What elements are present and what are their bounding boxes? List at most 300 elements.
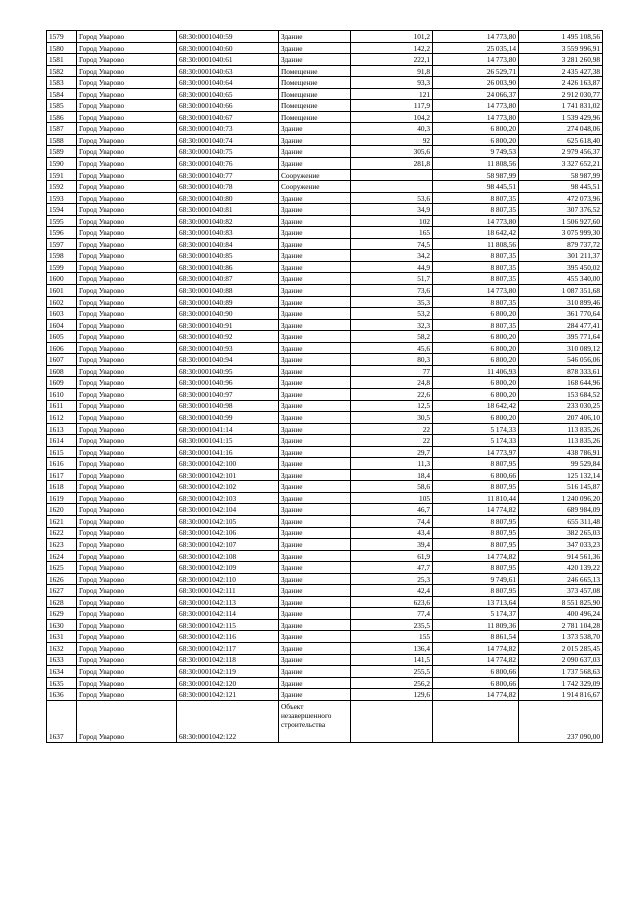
object-type-cell: Сооружение bbox=[279, 181, 351, 193]
city-cell: Город Уварово bbox=[77, 573, 177, 585]
table-row bbox=[47, 573, 603, 585]
city-cell: Город Уварово bbox=[77, 515, 177, 527]
cadastral-number-cell: 68:30:0001040:65 bbox=[177, 88, 279, 100]
row-number: 1582 bbox=[47, 65, 77, 77]
unit-value-cell: 25 035,14 bbox=[433, 42, 519, 54]
object-type-cell: Здание bbox=[279, 642, 351, 654]
area-cell: 117,9 bbox=[351, 100, 433, 112]
table-row bbox=[47, 666, 603, 678]
row-number: 1629 bbox=[47, 608, 77, 620]
total-value-cell: 58 987,99 bbox=[519, 169, 603, 181]
total-value-cell: 400 496,24 bbox=[519, 608, 603, 620]
cadastral-number-cell: 68:30:0001042:120 bbox=[177, 677, 279, 689]
object-type-cell: Здание bbox=[279, 285, 351, 297]
total-value-cell: 1 506 927,60 bbox=[519, 215, 603, 227]
table-row bbox=[47, 469, 603, 481]
object-type-cell: Здание bbox=[279, 365, 351, 377]
city-cell: Город Уварово bbox=[77, 423, 177, 435]
area-cell: 46,7 bbox=[351, 504, 433, 516]
area-cell: 80,3 bbox=[351, 354, 433, 366]
total-value-cell: 2 781 104,28 bbox=[519, 619, 603, 631]
cadastral-number-cell: 68:30:0001042:121 bbox=[177, 689, 279, 701]
row-number: 1615 bbox=[47, 446, 77, 458]
row-number: 1593 bbox=[47, 192, 77, 204]
row-number: 1610 bbox=[47, 388, 77, 400]
total-value-cell: 1 539 429,96 bbox=[519, 111, 603, 123]
table-row bbox=[47, 296, 603, 308]
area-cell: 101,2 bbox=[351, 31, 433, 43]
table-row bbox=[47, 54, 603, 66]
object-type-cell: Помещение bbox=[279, 111, 351, 123]
area-cell: 53,6 bbox=[351, 192, 433, 204]
table-row bbox=[47, 400, 603, 412]
row-number: 1601 bbox=[47, 285, 77, 297]
object-type-cell: Здание bbox=[279, 619, 351, 631]
object-type-cell: Помещение bbox=[279, 65, 351, 77]
unit-value-cell: 6 800,66 bbox=[433, 469, 519, 481]
unit-value-cell: 6 800,66 bbox=[433, 677, 519, 689]
row-number: 1616 bbox=[47, 458, 77, 470]
table-row bbox=[47, 238, 603, 250]
table-row bbox=[47, 585, 603, 597]
unit-value-cell: 11 809,36 bbox=[433, 619, 519, 631]
object-type-cell: Здание bbox=[279, 492, 351, 504]
city-cell: Город Уварово bbox=[77, 388, 177, 400]
total-value-cell: 1 495 108,56 bbox=[519, 31, 603, 43]
total-value-cell: 1 373 538,70 bbox=[519, 631, 603, 643]
city-cell: Город Уварово bbox=[77, 42, 177, 54]
city-cell: Город Уварово bbox=[77, 619, 177, 631]
total-value-cell: 246 665,13 bbox=[519, 573, 603, 585]
object-type-cell: Здание bbox=[279, 469, 351, 481]
cadastral-number-cell: 68:30:0001040:97 bbox=[177, 388, 279, 400]
row-number: 1583 bbox=[47, 77, 77, 89]
cadastral-number-cell: 68:30:0001040:91 bbox=[177, 319, 279, 331]
table-row bbox=[47, 631, 603, 643]
table-row bbox=[47, 481, 603, 493]
cadastral-number-cell: 68:30:0001042:122 bbox=[177, 700, 279, 742]
object-type-cell: Здание bbox=[279, 550, 351, 562]
object-type-cell: Здание bbox=[279, 146, 351, 158]
cadastral-number-cell: 68:30:0001042:118 bbox=[177, 654, 279, 666]
unit-value-cell: 6 800,20 bbox=[433, 412, 519, 424]
table-row bbox=[47, 412, 603, 424]
cadastral-number-cell: 68:30:0001040:81 bbox=[177, 204, 279, 216]
unit-value-cell: 98 445,51 bbox=[433, 181, 519, 193]
unit-value-cell: 8 807,35 bbox=[433, 319, 519, 331]
row-number: 1637 bbox=[47, 700, 77, 742]
object-type-cell: Здание bbox=[279, 573, 351, 585]
row-number: 1603 bbox=[47, 308, 77, 320]
property-table-body bbox=[47, 31, 603, 743]
cadastral-number-cell: 68:30:0001042:109 bbox=[177, 562, 279, 574]
object-type-cell: Здание bbox=[279, 204, 351, 216]
object-type-cell: Здание bbox=[279, 458, 351, 470]
row-number: 1634 bbox=[47, 666, 77, 678]
unit-value-cell: 14 773,80 bbox=[433, 100, 519, 112]
row-number: 1609 bbox=[47, 377, 77, 389]
unit-value-cell: 8 807,95 bbox=[433, 585, 519, 597]
area-cell: 74,4 bbox=[351, 515, 433, 527]
total-value-cell: 373 457,08 bbox=[519, 585, 603, 597]
city-cell: Город Уварово bbox=[77, 169, 177, 181]
total-value-cell: 2 426 163,87 bbox=[519, 77, 603, 89]
city-cell: Город Уварово bbox=[77, 204, 177, 216]
cadastral-number-cell: 68:30:0001042:106 bbox=[177, 527, 279, 539]
table-row bbox=[47, 158, 603, 170]
row-number: 1598 bbox=[47, 250, 77, 262]
area-cell: 121 bbox=[351, 88, 433, 100]
area-cell: 74,5 bbox=[351, 238, 433, 250]
total-value-cell: 3 327 652,21 bbox=[519, 158, 603, 170]
cadastral-number-cell: 68:30:0001040:89 bbox=[177, 296, 279, 308]
cadastral-number-cell: 68:30:0001042:113 bbox=[177, 596, 279, 608]
row-number: 1612 bbox=[47, 412, 77, 424]
cadastral-number-cell: 68:30:0001040:84 bbox=[177, 238, 279, 250]
unit-value-cell: 26 529,71 bbox=[433, 65, 519, 77]
cadastral-number-cell: 68:30:0001042:110 bbox=[177, 573, 279, 585]
row-number: 1619 bbox=[47, 492, 77, 504]
object-type-cell: Здание bbox=[279, 308, 351, 320]
area-cell: 34,2 bbox=[351, 250, 433, 262]
table-row bbox=[47, 677, 603, 689]
area-cell: 44,9 bbox=[351, 261, 433, 273]
row-number: 1623 bbox=[47, 539, 77, 551]
object-type-cell: Здание bbox=[279, 377, 351, 389]
unit-value-cell: 58 987,99 bbox=[433, 169, 519, 181]
table-row bbox=[47, 608, 603, 620]
cadastral-number-cell: 68:30:0001040:95 bbox=[177, 365, 279, 377]
total-value-cell: 113 835,26 bbox=[519, 423, 603, 435]
area-cell: 24,8 bbox=[351, 377, 433, 389]
object-type-cell: Здание bbox=[279, 158, 351, 170]
table-row bbox=[47, 642, 603, 654]
table-row bbox=[47, 562, 603, 574]
unit-value-cell: 11 406,93 bbox=[433, 365, 519, 377]
city-cell: Город Уварово bbox=[77, 400, 177, 412]
object-type-cell: Здание bbox=[279, 296, 351, 308]
total-value-cell: 546 056,06 bbox=[519, 354, 603, 366]
unit-value-cell: 5 174,33 bbox=[433, 435, 519, 447]
row-number: 1580 bbox=[47, 42, 77, 54]
table-row bbox=[47, 319, 603, 331]
unit-value-cell: 11 808,56 bbox=[433, 158, 519, 170]
area-cell bbox=[351, 169, 433, 181]
city-cell: Город Уварово bbox=[77, 111, 177, 123]
city-cell: Город Уварово bbox=[77, 77, 177, 89]
unit-value-cell: 6 800,20 bbox=[433, 331, 519, 343]
cadastral-number-cell: 68:30:0001040:96 bbox=[177, 377, 279, 389]
total-value-cell: 3 281 260,98 bbox=[519, 54, 603, 66]
total-value-cell: 168 644,96 bbox=[519, 377, 603, 389]
total-value-cell: 689 984,09 bbox=[519, 504, 603, 516]
area-cell: 22,6 bbox=[351, 388, 433, 400]
area-cell: 34,9 bbox=[351, 204, 433, 216]
cadastral-number-cell: 68:30:0001040:75 bbox=[177, 146, 279, 158]
unit-value-cell: 8 807,35 bbox=[433, 261, 519, 273]
object-type-cell: Здание bbox=[279, 331, 351, 343]
cadastral-number-cell: 68:30:0001040:78 bbox=[177, 181, 279, 193]
total-value-cell: 516 145,87 bbox=[519, 481, 603, 493]
table-row bbox=[47, 331, 603, 343]
area-cell: 235,5 bbox=[351, 619, 433, 631]
area-cell: 104,2 bbox=[351, 111, 433, 123]
table-row bbox=[47, 446, 603, 458]
unit-value-cell: 14 774,82 bbox=[433, 689, 519, 701]
object-type-cell: Здание bbox=[279, 238, 351, 250]
city-cell: Город Уварово bbox=[77, 123, 177, 135]
object-type-cell: Здание bbox=[279, 654, 351, 666]
area-cell bbox=[351, 700, 433, 742]
total-value-cell: 237 090,00 bbox=[519, 700, 603, 742]
total-value-cell: 3 559 996,91 bbox=[519, 42, 603, 54]
row-number: 1588 bbox=[47, 134, 77, 146]
table-row bbox=[47, 700, 603, 742]
table-row bbox=[47, 31, 603, 43]
city-cell: Город Уварово bbox=[77, 642, 177, 654]
cadastral-number-cell: 68:30:0001042:114 bbox=[177, 608, 279, 620]
table-row bbox=[47, 689, 603, 701]
row-number: 1606 bbox=[47, 342, 77, 354]
row-number: 1628 bbox=[47, 596, 77, 608]
row-number: 1631 bbox=[47, 631, 77, 643]
total-value-cell: 153 684,52 bbox=[519, 388, 603, 400]
city-cell: Город Уварово bbox=[77, 539, 177, 551]
area-cell: 256,2 bbox=[351, 677, 433, 689]
area-cell: 18,4 bbox=[351, 469, 433, 481]
city-cell: Город Уварово bbox=[77, 215, 177, 227]
object-type-cell: Здание bbox=[279, 31, 351, 43]
total-value-cell: 207 406,10 bbox=[519, 412, 603, 424]
object-type-cell: Здание bbox=[279, 261, 351, 273]
cadastral-number-cell: 68:30:0001040:82 bbox=[177, 215, 279, 227]
city-cell: Город Уварово bbox=[77, 296, 177, 308]
table-row bbox=[47, 550, 603, 562]
row-number: 1617 bbox=[47, 469, 77, 481]
object-type-line: строительства bbox=[281, 719, 326, 729]
total-value-cell: 1 742 329,09 bbox=[519, 677, 603, 689]
object-type-cell: Здание bbox=[279, 585, 351, 597]
city-cell: Город Уварово bbox=[77, 227, 177, 239]
unit-value-cell: 8 807,95 bbox=[433, 562, 519, 574]
cadastral-number-cell: 68:30:0001042:103 bbox=[177, 492, 279, 504]
object-type-cell: Сооружение bbox=[279, 169, 351, 181]
unit-value-cell: 18 642,42 bbox=[433, 400, 519, 412]
table-row bbox=[47, 342, 603, 354]
city-cell: Город Уварово bbox=[77, 446, 177, 458]
object-type-cell: Здание bbox=[279, 423, 351, 435]
city-cell: Город Уварово bbox=[77, 192, 177, 204]
object-type-cell: Здание bbox=[279, 227, 351, 239]
area-cell: 58,6 bbox=[351, 481, 433, 493]
city-cell: Город Уварово bbox=[77, 285, 177, 297]
table-row bbox=[47, 261, 603, 273]
unit-value-cell: 8 807,35 bbox=[433, 192, 519, 204]
city-cell: Город Уварово bbox=[77, 689, 177, 701]
area-cell: 58,2 bbox=[351, 331, 433, 343]
city-cell: Город Уварово bbox=[77, 354, 177, 366]
city-cell: Город Уварово bbox=[77, 677, 177, 689]
row-number: 1632 bbox=[47, 642, 77, 654]
total-value-cell: 395 771,64 bbox=[519, 331, 603, 343]
unit-value-cell: 14 774,82 bbox=[433, 550, 519, 562]
area-cell: 222,1 bbox=[351, 54, 433, 66]
cadastral-number-cell: 68:30:0001042:107 bbox=[177, 539, 279, 551]
total-value-cell: 125 132,14 bbox=[519, 469, 603, 481]
object-type-cell: Здание bbox=[279, 666, 351, 678]
cadastral-number-cell: 68:30:0001042:117 bbox=[177, 642, 279, 654]
city-cell: Город Уварово bbox=[77, 65, 177, 77]
object-type-cell: Здание bbox=[279, 215, 351, 227]
cadastral-number-cell: 68:30:0001040:61 bbox=[177, 54, 279, 66]
object-type-cell: Здание bbox=[279, 539, 351, 551]
row-number: 1579 bbox=[47, 31, 77, 43]
row-number: 1636 bbox=[47, 689, 77, 701]
table-row bbox=[47, 146, 603, 158]
city-cell: Город Уварово bbox=[77, 261, 177, 273]
table-row bbox=[47, 227, 603, 239]
object-type-cell: Здание bbox=[279, 250, 351, 262]
total-value-cell: 3 075 999,30 bbox=[519, 227, 603, 239]
row-number: 1587 bbox=[47, 123, 77, 135]
row-number: 1594 bbox=[47, 204, 77, 216]
unit-value-cell: 11 808,56 bbox=[433, 238, 519, 250]
city-cell: Город Уварово bbox=[77, 608, 177, 620]
row-number: 1618 bbox=[47, 481, 77, 493]
city-cell: Город Уварово bbox=[77, 365, 177, 377]
object-type-cell: Здание bbox=[279, 481, 351, 493]
area-cell: 53,2 bbox=[351, 308, 433, 320]
area-cell: 165 bbox=[351, 227, 433, 239]
object-type-cell: Здание bbox=[279, 123, 351, 135]
area-cell: 29,7 bbox=[351, 446, 433, 458]
row-number: 1591 bbox=[47, 169, 77, 181]
total-value-cell: 878 333,61 bbox=[519, 365, 603, 377]
city-cell: Город Уварово bbox=[77, 562, 177, 574]
city-cell: Город Уварово bbox=[77, 504, 177, 516]
unit-value-cell: 14 773,80 bbox=[433, 215, 519, 227]
total-value-cell: 2 435 427,38 bbox=[519, 65, 603, 77]
area-cell: 77,4 bbox=[351, 608, 433, 620]
area-cell: 45,6 bbox=[351, 342, 433, 354]
row-number: 1599 bbox=[47, 261, 77, 273]
table-row bbox=[47, 100, 603, 112]
table-row bbox=[47, 77, 603, 89]
area-cell: 11,3 bbox=[351, 458, 433, 470]
table-row bbox=[47, 435, 603, 447]
total-value-cell: 310 089,12 bbox=[519, 342, 603, 354]
cadastral-number-cell: 68:30:0001040:83 bbox=[177, 227, 279, 239]
object-type-line: незавершенного bbox=[281, 710, 332, 720]
cadastral-number-cell: 68:30:0001040:59 bbox=[177, 31, 279, 43]
object-type-cell bbox=[279, 700, 351, 742]
total-value-cell: 1 741 831,02 bbox=[519, 100, 603, 112]
row-number: 1600 bbox=[47, 273, 77, 285]
row-number: 1584 bbox=[47, 88, 77, 100]
object-type-cell: Здание bbox=[279, 354, 351, 366]
cadastral-number-cell: 68:30:0001042:104 bbox=[177, 504, 279, 516]
city-cell: Город Уварово bbox=[77, 654, 177, 666]
table-row bbox=[47, 192, 603, 204]
cadastral-number-cell: 68:30:0001040:73 bbox=[177, 123, 279, 135]
cadastral-number-cell: 68:30:0001040:77 bbox=[177, 169, 279, 181]
unit-value-cell: 8 807,35 bbox=[433, 204, 519, 216]
cadastral-number-cell: 68:30:0001040:85 bbox=[177, 250, 279, 262]
unit-value-cell: 6 800,66 bbox=[433, 666, 519, 678]
row-number: 1581 bbox=[47, 54, 77, 66]
city-cell: Город Уварово bbox=[77, 700, 177, 742]
row-number: 1625 bbox=[47, 562, 77, 574]
total-value-cell: 438 786,91 bbox=[519, 446, 603, 458]
cadastral-number-cell: 68:30:0001042:119 bbox=[177, 666, 279, 678]
unit-value-cell: 24 066,37 bbox=[433, 88, 519, 100]
unit-value-cell: 14 774,82 bbox=[433, 642, 519, 654]
cadastral-number-cell: 68:30:0001040:99 bbox=[177, 412, 279, 424]
area-cell: 22 bbox=[351, 435, 433, 447]
table-row bbox=[47, 65, 603, 77]
row-number: 1607 bbox=[47, 354, 77, 366]
city-cell: Город Уварово bbox=[77, 527, 177, 539]
table-row bbox=[47, 596, 603, 608]
total-value-cell: 1 240 096,20 bbox=[519, 492, 603, 504]
total-value-cell: 8 551 825,90 bbox=[519, 596, 603, 608]
unit-value-cell: 18 642,42 bbox=[433, 227, 519, 239]
total-value-cell: 455 340,00 bbox=[519, 273, 603, 285]
row-number: 1620 bbox=[47, 504, 77, 516]
total-value-cell: 382 265,03 bbox=[519, 527, 603, 539]
city-cell: Город Уварово bbox=[77, 435, 177, 447]
area-cell bbox=[351, 181, 433, 193]
total-value-cell: 472 073,96 bbox=[519, 192, 603, 204]
cadastral-number-cell: 68:30:0001041:14 bbox=[177, 423, 279, 435]
object-type-cell: Здание bbox=[279, 527, 351, 539]
unit-value-cell bbox=[433, 700, 519, 742]
city-cell: Город Уварово bbox=[77, 308, 177, 320]
unit-value-cell: 6 800,20 bbox=[433, 134, 519, 146]
total-value-cell: 914 561,36 bbox=[519, 550, 603, 562]
object-type-cell: Здание bbox=[279, 54, 351, 66]
area-cell: 42,4 bbox=[351, 585, 433, 597]
area-cell: 93,3 bbox=[351, 77, 433, 89]
total-value-cell: 361 770,64 bbox=[519, 308, 603, 320]
area-cell: 40,3 bbox=[351, 123, 433, 135]
total-value-cell: 310 899,46 bbox=[519, 296, 603, 308]
row-number: 1614 bbox=[47, 435, 77, 447]
unit-value-cell: 8 807,35 bbox=[433, 296, 519, 308]
object-type-cell: Здание bbox=[279, 319, 351, 331]
total-value-cell: 2 979 456,37 bbox=[519, 146, 603, 158]
total-value-cell: 395 450,02 bbox=[519, 261, 603, 273]
city-cell: Город Уварово bbox=[77, 146, 177, 158]
cadastral-number-cell: 68:30:0001040:66 bbox=[177, 100, 279, 112]
table-row bbox=[47, 308, 603, 320]
city-cell: Город Уварово bbox=[77, 100, 177, 112]
area-cell: 129,6 bbox=[351, 689, 433, 701]
area-cell: 281,8 bbox=[351, 158, 433, 170]
cadastral-number-cell: 68:30:0001040:93 bbox=[177, 342, 279, 354]
object-type-cell: Здание bbox=[279, 134, 351, 146]
cadastral-number-cell: 68:30:0001040:87 bbox=[177, 273, 279, 285]
unit-value-cell: 6 800,20 bbox=[433, 342, 519, 354]
area-cell: 43,4 bbox=[351, 527, 433, 539]
table-row bbox=[47, 527, 603, 539]
table-row bbox=[47, 515, 603, 527]
object-type-cell: Помещение bbox=[279, 88, 351, 100]
object-type-cell: Помещение bbox=[279, 77, 351, 89]
city-cell: Город Уварово bbox=[77, 458, 177, 470]
unit-value-cell: 6 800,20 bbox=[433, 123, 519, 135]
cadastral-number-cell: 68:30:0001041:15 bbox=[177, 435, 279, 447]
